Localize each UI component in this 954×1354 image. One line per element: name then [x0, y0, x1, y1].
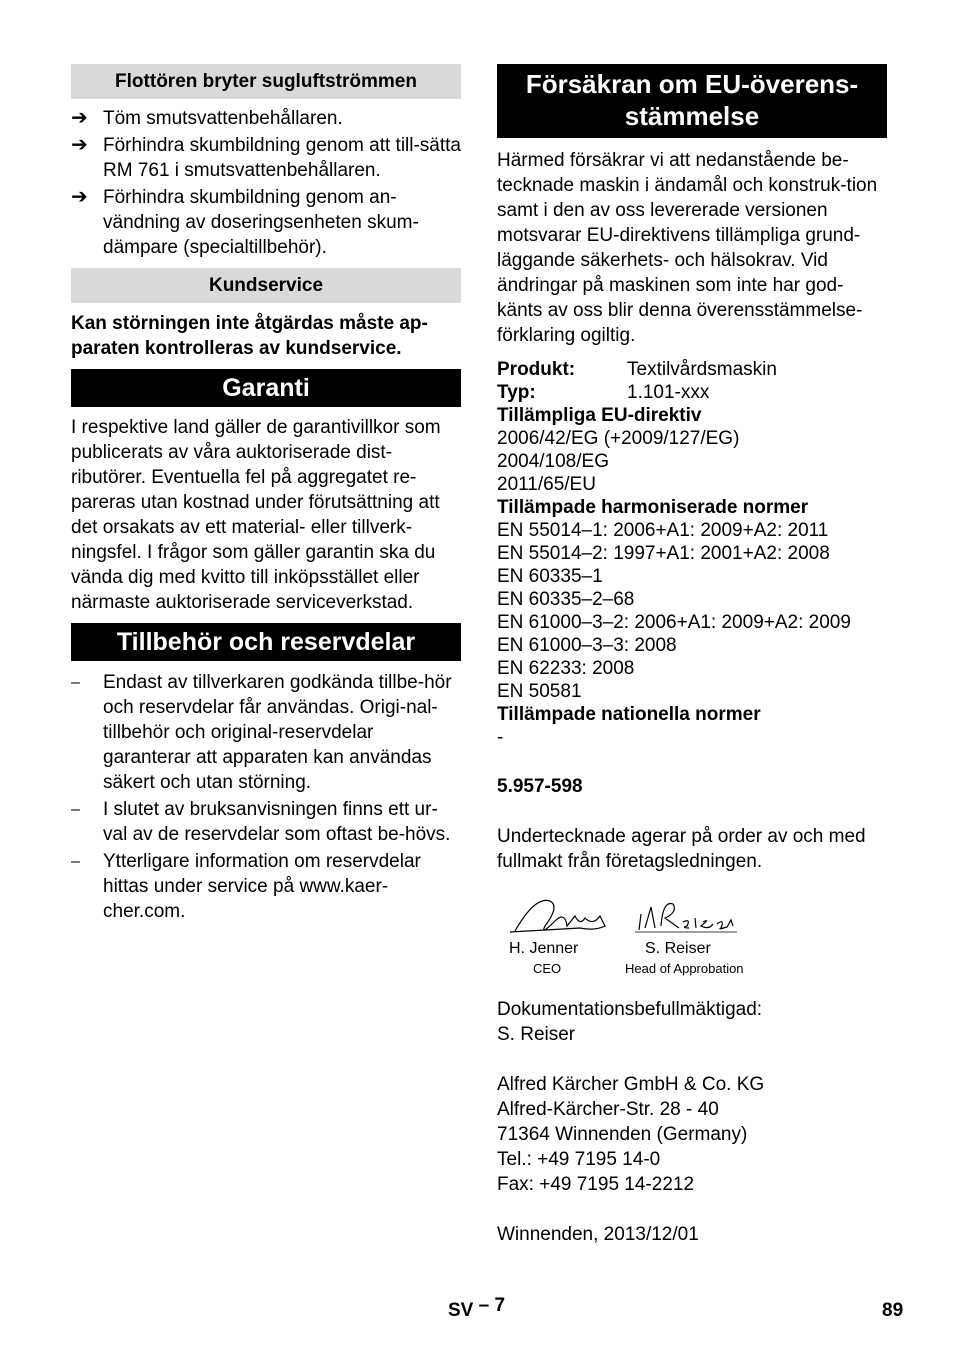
float-heading: Flottören bryter sugluftströmmen: [71, 64, 461, 99]
directive-item: 2004/108/EG: [497, 451, 609, 472]
signed-text: Undertecknade agerar på order av och med fullmakt från företagsledningen.: [497, 826, 866, 872]
norm-item: EN 55014–1: 2006+A1: 2009+A2: 2011: [497, 520, 829, 541]
doc-auth-label: Dokumentationsbefullmäktigad:: [497, 999, 763, 1020]
norm-item: EN 60335–1: [497, 566, 603, 587]
directive-item: 2011/65/EU: [497, 474, 596, 495]
type-label: Typ:: [497, 382, 536, 403]
address-line: 71364 Winnenden (Germany): [497, 1124, 748, 1145]
service-heading: Kundservice: [71, 268, 461, 303]
parts-list: [71, 670, 461, 924]
national-value: -: [497, 727, 504, 748]
left-column: [71, 64, 461, 926]
right-column: [497, 64, 887, 1247]
document-number: 5.957-598: [497, 776, 583, 797]
address-line: Alfred Kärcher GmbH & Co. KG: [497, 1074, 765, 1095]
float-list: [71, 106, 461, 260]
parts-heading: Tillbehör och reservdelar: [71, 623, 461, 661]
signature-block: [497, 886, 887, 982]
type-value: 1.101-xxx: [627, 382, 710, 403]
list-item: – I slutet av bruksanvisningen finns ett ur-val av de reservdelar som oftast be-hövs.: [71, 799, 451, 845]
national-heading: Tillämpade nationella normer: [497, 704, 761, 725]
footer-language: [448, 1295, 506, 1323]
list-item: ➔ Förhindra skumbildning genom att till-sätta RM 761 i smutsvattenbehållaren.: [71, 134, 462, 181]
service-text: Kan störningen inte åtgärdas måste ap-paraten kontrolleras av kundservice.: [71, 313, 428, 359]
arrow-right-icon: ➔: [71, 134, 88, 156]
dash-icon: –: [71, 801, 80, 818]
declaration-heading-line1: Försäkran om EU-överens-: [525, 69, 859, 99]
signer2-name: S. Reiser: [645, 940, 711, 957]
list-item: – Endast av tillverkaren godkända tillbe-hör och reservdelar får användas. Origi-nal-tillbehör och original-reservdelar garanterar att apparaten kan användas säkert och utan störning.: [71, 672, 452, 793]
norm-item: EN 61000–3–3: 2008: [497, 635, 677, 656]
arrow-right-icon: ➔: [71, 107, 88, 129]
type-row: [497, 381, 887, 404]
page-number: 89: [882, 1300, 904, 1321]
signature-reiser: [633, 892, 743, 942]
product-row: [497, 358, 887, 381]
dash-icon: –: [71, 853, 80, 870]
declaration-intro: Härmed försäkrar vi att nedanstående be-tecknade maskin i ändamål och konstruk-tion samt i den av oss levererade versionen motsvarar EU-direktivens tillämpliga grund-läggande säkerhets- och hälsokrav. Vid ändringar på maskinen som inte har god-känts av oss blir denna överensstämmelse-förklaring ogiltig.: [497, 150, 878, 346]
list-item: ➔ Förhindra skumbildning genom an-vändning av doseringsenheten skum-dämpare (specialtillbehör).: [71, 186, 419, 258]
warranty-text: I respektive land gäller de garantivillkor som publicerats av våra auktoriserade dist-ributörer. Eventuella fel på aggregatet re-pareras utan kostnad under förutsättning att det orsakats av ett material- eller tillverk-ningsfel. I frågor som gäller garantin ska du vända dig med kvitto till inköpsstället eller närmaste auktoriserade serviceverkstad.: [71, 417, 441, 613]
norm-item: EN 50581: [497, 681, 582, 702]
footer-section-page: – 7: [478, 1295, 506, 1316]
product-value: Textilvårdsmaskin: [627, 359, 777, 380]
declaration-details: [497, 358, 887, 749]
norm-item: EN 55014–2: 1997+A1: 2001+A2: 2008: [497, 543, 830, 564]
doc-auth-name: S. Reiser: [497, 1024, 576, 1045]
norm-item: EN 60335–2–68: [497, 589, 635, 610]
harmonised-heading: Tillämpade harmoniserade normer: [497, 497, 809, 518]
place-date: Winnenden, 2013/12/01: [497, 1224, 699, 1245]
declaration-heading: [497, 64, 887, 138]
list-item: – Ytterligare information om reservdelar hittas under service på www.kaer-cher.com.: [71, 851, 421, 922]
address-line: Alfred-Kärcher-Str. 28 - 40: [497, 1099, 719, 1120]
arrow-right-icon: ➔: [71, 186, 88, 208]
dash-icon: –: [71, 674, 80, 691]
signer1-title: CEO: [533, 961, 562, 976]
norm-item: EN 61000–3–2: 2006+A1: 2009+A2: 2009: [497, 612, 851, 633]
warranty-heading: Garanti: [71, 369, 461, 407]
signer1-name: H. Jenner: [509, 940, 579, 957]
footer-lang-code: SV: [448, 1300, 474, 1321]
directives-heading: Tillämpliga EU-direktiv: [497, 405, 702, 426]
norm-item: EN 62233: 2008: [497, 658, 635, 679]
directive-item: 2006/42/EG (+2009/127/EG): [497, 428, 740, 449]
product-label: Produkt:: [497, 359, 576, 380]
list-item: ➔ Töm smutsvattenbehållaren.: [71, 107, 343, 129]
address-line: Fax: +49 7195 14-2212: [497, 1174, 695, 1195]
declaration-heading-line2: stämmelse: [624, 101, 760, 131]
address-block: [497, 1072, 887, 1197]
address-line: Tel.: +49 7195 14-0: [497, 1149, 661, 1170]
signer2-title: Head of Approbation: [625, 961, 744, 976]
